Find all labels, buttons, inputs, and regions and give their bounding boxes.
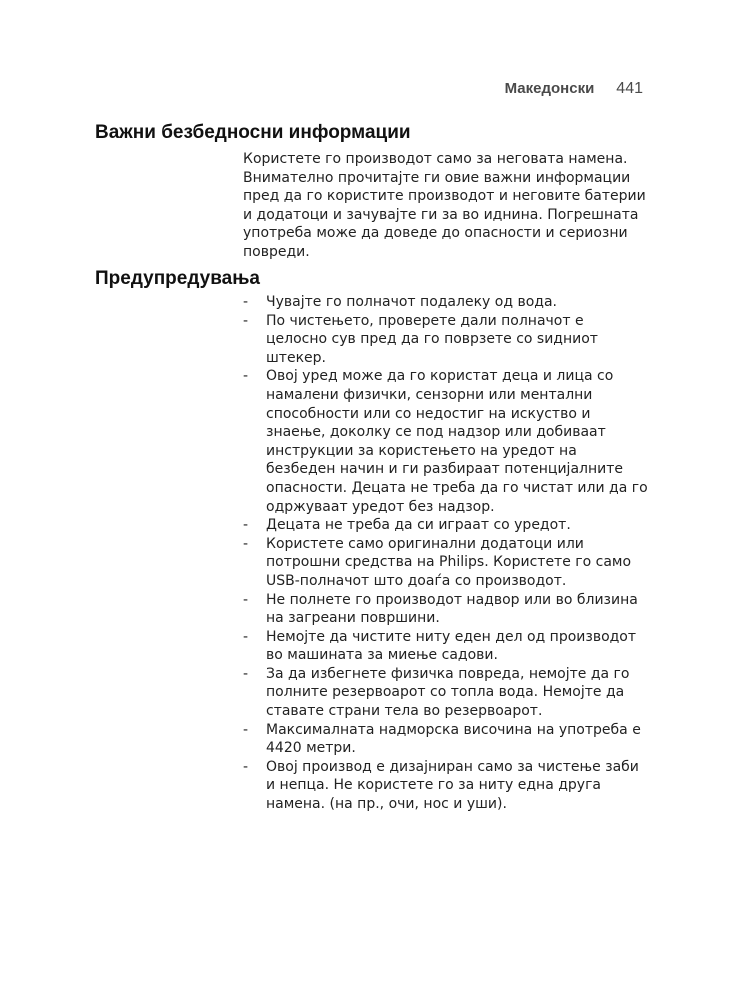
- language-label: Македонски: [504, 80, 595, 97]
- bullet-dash: -: [243, 368, 249, 385]
- section-title-warnings: Предупредувања: [95, 268, 260, 289]
- safety-intro-paragraph: Користете го производот само за неговата намена. Внимателно прочитајте ги овие важни информации пред да го користите производот и неговите батерии и додатоци и зачувајте ги за во иднина. Погрешната употреба може да доведе до опасности и сериозни повреди.: [243, 151, 646, 260]
- warning-text: Децата не треба да си играат со уредот.: [266, 517, 571, 534]
- warning-item: [243, 516, 649, 535]
- warning-text: За да избегнете физичка повреда, немојте да го полните резервоарот со топла вода. Немојте да ставате страни тела во резервоарот.: [266, 665, 630, 720]
- warning-item: [243, 721, 649, 758]
- warning-text: Немојте да чистите ниту еден дел од производот во машината за миење садови.: [266, 628, 637, 664]
- bullet-dash: -: [243, 665, 249, 682]
- warning-text: По чистењето, проверете дали полначот е целосно сув пред да го поврзете со ѕидниот штекер.: [266, 312, 598, 366]
- bullet-dash: -: [243, 758, 249, 775]
- bullet-dash: -: [243, 591, 249, 608]
- bullet-dash: -: [243, 535, 249, 552]
- bullet-dash: -: [243, 312, 249, 329]
- warning-item: [243, 591, 649, 628]
- warning-item: [243, 293, 649, 312]
- bullet-dash: -: [243, 517, 249, 534]
- bullet-dash: -: [243, 294, 249, 310]
- warning-item: [243, 535, 649, 591]
- warning-text: Максималната надморска височина на употреба е 4420 метри.: [266, 721, 641, 757]
- warning-text: Не полнете го производот надвор или во близина на загреани површини.: [266, 591, 638, 627]
- warning-text: Користете само оригинални додатоци или потрошни средства на Philips. Користете го само USB-полначот што доаѓа со производот.: [266, 535, 632, 589]
- warning-item: [243, 367, 649, 516]
- warnings-list: [243, 293, 649, 814]
- warning-item: [243, 758, 649, 814]
- warning-text: Чувајте го полначот подалеку од вода.: [266, 294, 557, 310]
- warning-item: [243, 312, 649, 368]
- warning-item: [243, 628, 649, 665]
- section-title-safety: Важни безбедносни информации: [95, 122, 411, 143]
- bullet-dash: -: [243, 628, 249, 645]
- page-header: [505, 80, 643, 98]
- page-number: 441: [616, 80, 643, 97]
- warning-text: Овој производ е дизајниран само за чистење заби и непца. Не користете го за ниту една друга намена. (на пр., очи, нос и уши).: [266, 758, 639, 813]
- warning-item: [243, 665, 649, 721]
- warning-text: Овој уред може да го користат деца и лица со намалени физички, сензорни или ментални способности или со недостиг на искуство и знаење, доколку се под надзор или добиваат инструкции за користењето на уредот на безбеден начин и ги разбираат потенцијалните опасности. Децата не треба да го чистат или да го одржуваат уредот без надзор.: [266, 368, 648, 515]
- bullet-dash: -: [243, 721, 249, 738]
